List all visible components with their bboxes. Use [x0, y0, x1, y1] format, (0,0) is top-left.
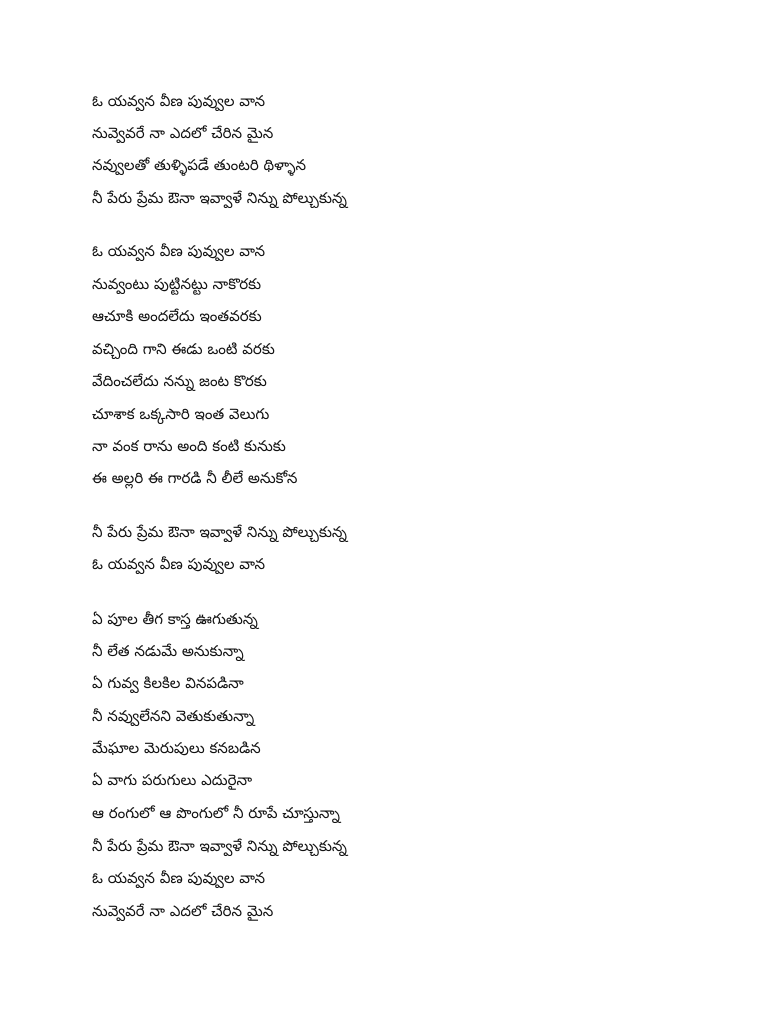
lyric-line: చూశాక ఒక్కసారి ఇంత వెలుగు — [92, 405, 270, 423]
lyric-line: ఆ రంగులో ఆ పొంగులో నీ రూపే చూస్తున్నా — [92, 804, 340, 822]
lyric-line: నీ నవ్వులేనని వెతుకుతున్నా — [92, 707, 255, 725]
lyric-line: నీ పేరు ప్రేమ ఔనా ఇవ్వాళే నిన్ను పోల్చుకున్న — [92, 837, 347, 855]
lyric-line: నీ లేత నడుమే అనుకున్నా — [92, 642, 244, 660]
lyric-line: నువ్వెవరే నా ఎదలో చేరిన మైన — [92, 902, 274, 920]
lyric-line: నీ పేరు ప్రేమ ఔనా ఇవ్వాళే నిన్ను పోల్చుకున్న — [92, 189, 347, 207]
lyric-line: ఏ పూల తీగ కాస్త ఊగుతున్న — [92, 610, 258, 628]
lyric-line: మేఘాల మెరుపులు కనబడిన — [92, 739, 261, 757]
lyric-line: ఓ యవ్వన వీణ పువ్వుల వాన — [92, 869, 266, 887]
lyric-line: నీ పేరు ప్రేమ ఔనా ఇవ్వాళే నిన్ను పోల్చుకున్న — [92, 523, 347, 541]
lyric-line: నా వంక రాను అంది కంటి కునుకు — [92, 437, 286, 455]
lyric-line: వచ్చింది గాని ఈడు ఒంటి వరకు — [92, 340, 275, 358]
lyric-line: ఈ అల్లరి ఈ గారడి నీ లీలే అనుకోన — [92, 469, 298, 487]
lyric-line: వేదించలేదు నన్ను జంట కొరకు — [92, 372, 267, 390]
lyric-line: ఓ యవ్వన వీణ పువ్వుల వాన — [92, 555, 266, 573]
lyric-line: ఏ వాగు పరుగులు ఎదురైనా — [92, 771, 253, 789]
lyric-line: ఓ యవ్వన వీణ పువ్వుల వాన — [92, 92, 266, 110]
lyric-line: ఓ యవ్వన వీణ పువ్వుల వాన — [92, 242, 266, 260]
lyric-line: నువ్వెవరే నా ఎదలో చేరిన మైన — [92, 124, 274, 142]
lyric-line: నువ్వంటు పుట్టినట్టు నాకొరకు — [92, 275, 262, 293]
lyric-line: ఏ గువ్వ కిలకిల వినపడినా — [92, 674, 244, 692]
lyric-line: నవ్వులతో తుళ్ళిపడే తుంటరి థిళ్ళాన — [92, 156, 306, 174]
lyric-line: ఆచూకి అందలేదు ఇంతవరకు — [92, 307, 262, 325]
